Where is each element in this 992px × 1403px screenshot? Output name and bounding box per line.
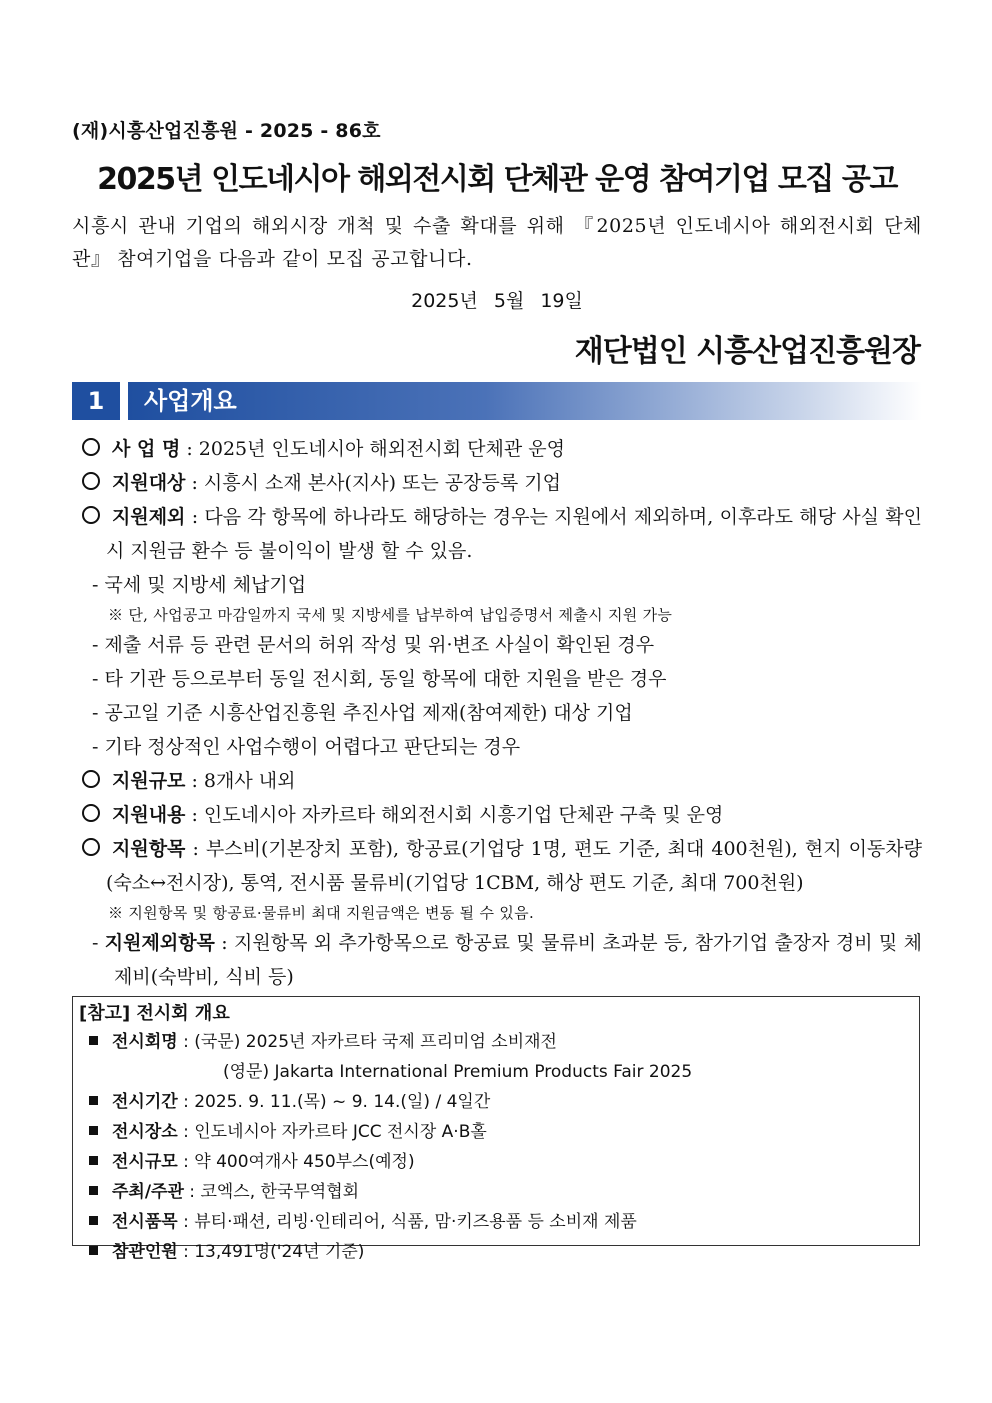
exclusion-list-item: - 타 기관 등으로부터 동일 전시회, 동일 항목에 대한 지원을 받은 경우	[92, 668, 667, 690]
item-value: : 다음 각 항목에 하나라도 해당하는 경우는 지원에서 제외하며, 이후라도 해당 사실 확인시 지원금 환수 등 불이익이 발생 할 수 있음.	[106, 506, 922, 562]
circle-bullet-icon	[82, 472, 100, 490]
reference-value: : 인도네시아 자카르타 JCC 전시장 A·B홀	[177, 1122, 487, 1142]
item-value: : 지원항목 외 추가항목으로 항공료 및 물류비 초과분 등, 참가기업 출장자 경비 및 체제비(숙박비, 식비 등)	[114, 932, 922, 988]
exclusion-list-item: - 기타 정상적인 사업수행이 어렵다고 판단되는 경우	[92, 736, 521, 758]
reference-key: 전시품목	[112, 1212, 178, 1232]
circle-bullet-icon	[82, 770, 100, 788]
reference-key: 전시기간	[112, 1092, 178, 1112]
reference-row	[89, 1087, 909, 1117]
notice-number: (재)시흥산업진흥원 - 2025 - 86호	[72, 120, 381, 142]
square-bullet-icon	[89, 1216, 98, 1225]
support-note: ※ 지원항목 및 항공료·물류비 최대 지원금액은 변동 될 수 있음.	[108, 904, 535, 922]
reference-key: 전시회명	[112, 1032, 178, 1052]
reference-row	[89, 1117, 909, 1147]
item-key: 지원규모	[112, 770, 186, 792]
square-bullet-icon	[89, 1036, 98, 1045]
reference-key: 전시장소	[112, 1122, 178, 1142]
reference-value: : 코엑스, 한국무역협회	[183, 1182, 360, 1202]
reference-row	[89, 1027, 909, 1057]
reference-value: : 2025. 9. 11.(목) ~ 9. 14.(일) / 4일간	[177, 1092, 491, 1112]
reference-row	[89, 1177, 909, 1207]
square-bullet-icon	[89, 1186, 98, 1195]
exclusion-note: ※ 단, 사업공고 마감일까지 국세 및 지방세를 납부하여 납입증명서 제출시 지원 가능	[108, 606, 673, 624]
item-key: 지원제외항목	[104, 932, 215, 954]
page-title: 2025년 인도네시아 해외전시회 단체관 운영 참여기업 모집 공고	[97, 162, 897, 197]
reference-heading: [참고] 전시회 개요	[79, 1003, 230, 1024]
reference-value: (영문) Jakarta International Premium Products Fair 2025	[223, 1062, 693, 1082]
square-bullet-icon	[89, 1126, 98, 1135]
circle-bullet-icon	[82, 438, 100, 456]
item-excluded-items	[72, 926, 922, 994]
reference-row	[89, 1237, 909, 1267]
item-value: : 2025년 인도네시아 해외전시회 단체관 운영	[180, 438, 565, 460]
item-key: 지원내용	[112, 804, 186, 826]
item-value: : 시흥시 소재 본사(지사) 또는 공장등록 기업	[185, 472, 561, 494]
circle-bullet-icon	[82, 838, 100, 856]
exclusion-list-item: - 제출 서류 등 관련 문서의 허위 작성 및 위·변조 사실이 확인된 경우	[92, 634, 655, 656]
exclusion-list-item: - 국세 및 지방세 체납기업	[92, 574, 307, 596]
reference-list	[89, 1027, 909, 1267]
square-bullet-icon	[89, 1156, 98, 1165]
item-key: 지원항목	[112, 838, 186, 860]
exhibition-reference-box	[72, 996, 920, 1262]
item-scale	[72, 764, 922, 798]
item-exclusion	[72, 500, 922, 568]
circle-bullet-icon	[82, 804, 100, 822]
item-key: 지원대상	[112, 472, 186, 494]
item-key: 지원제외	[112, 506, 186, 528]
overview-body	[72, 432, 922, 994]
item-value: : 부스비(기본장치 포함), 항공료(기업당 1명, 편도 기준, 최대 400천원), 현지 이동차량(숙소↔전시장), 통역, 전시품 물류비(기업당 1CBM, 해상 편도 기준, 최대 700천원)	[106, 838, 922, 894]
reference-value: : (국문) 2025년 자카르타 국제 프리미엄 소비재전	[177, 1032, 557, 1052]
square-bullet-icon	[89, 1246, 98, 1255]
reference-row	[89, 1147, 909, 1177]
reference-key: 주최/주관	[112, 1182, 184, 1202]
dash-prefix: -	[92, 932, 105, 954]
reference-value: : 뷰티·패션, 리빙·인테리어, 식품, 맘·키즈용품 등 소비재 제품	[177, 1212, 637, 1232]
item-value: : 인도네시아 자카르타 해외전시회 시흥기업 단체관 구축 및 운영	[185, 804, 724, 826]
intro-paragraph: 시흥시 관내 기업의 해외시장 개척 및 수출 확대를 위해 『2025년 인도네시아 해외전시회 단체관』 참여기업을 다음과 같이 모집 공고합니다.	[72, 215, 922, 270]
item-support-items	[72, 832, 922, 900]
reference-key: 전시규모	[112, 1152, 178, 1172]
reference-value: : 13,491명('24년 기준)	[177, 1242, 365, 1262]
item-value: : 8개사 내외	[185, 770, 296, 792]
circle-bullet-icon	[82, 506, 100, 524]
section-number: 1	[72, 382, 120, 420]
reference-row	[89, 1057, 909, 1087]
item-business	[72, 432, 922, 466]
item-target	[72, 466, 922, 500]
exclusion-list-item: - 공고일 기준 시흥산업진흥원 추진사업 제재(참여제한) 대상 기업	[92, 702, 633, 724]
section-header	[72, 382, 922, 420]
item-content	[72, 798, 922, 832]
item-key: 사 업 명	[112, 438, 181, 460]
issuer-name: 재단법인 시흥산업진흥원장	[574, 334, 920, 369]
section-title: 사업개요	[128, 382, 922, 420]
reference-value: : 약 400여개사 450부스(예정)	[177, 1152, 415, 1172]
reference-key: 참관인원	[112, 1242, 178, 1262]
announcement-date: 2025년 5월 19일	[411, 290, 583, 312]
square-bullet-icon	[89, 1096, 98, 1105]
reference-row	[89, 1207, 909, 1237]
